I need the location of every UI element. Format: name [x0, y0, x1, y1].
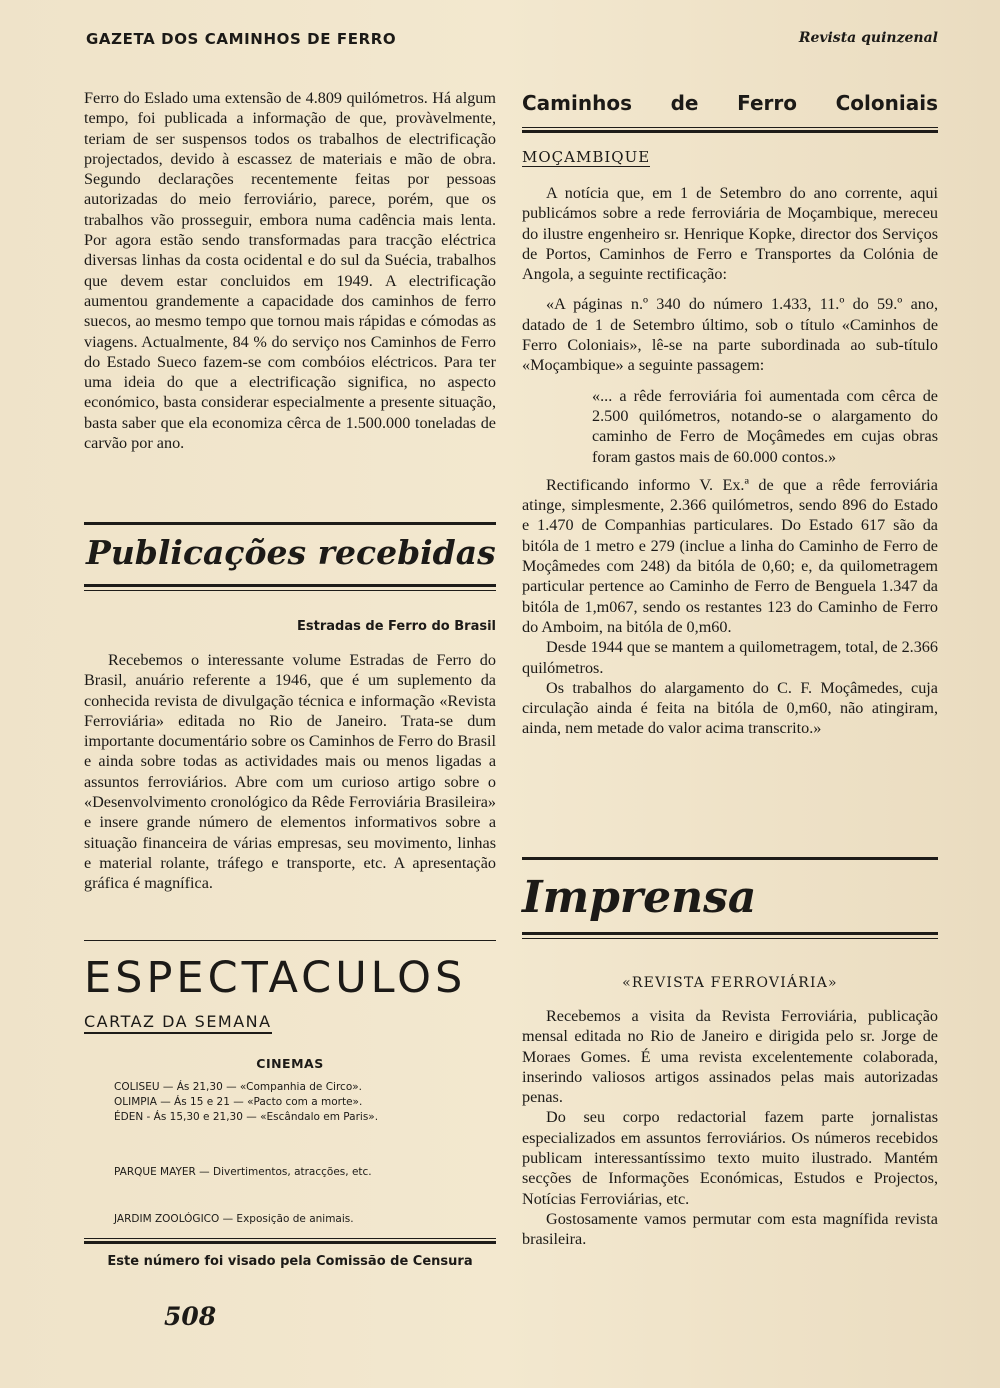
parque-mayer — [114, 1165, 494, 1180]
imprensa-p3: Gostosamente vamos permutar com esta magnífida revista brasileira. — [522, 1209, 938, 1249]
publicacoes-title: Publicações recebidas — [86, 533, 496, 572]
jardim-zoologico — [114, 1212, 494, 1227]
imprensa-subtitle: «REVISTA FERROVIÁRIA» — [622, 975, 838, 991]
divider — [84, 940, 496, 941]
censura-notice: Este número foi visado pela Comissão de Censura — [107, 1254, 473, 1269]
publicacoes-subtitle-wrap — [84, 617, 496, 635]
coloniais-quote2: «... a rêde ferroviária foi aumentada com cêrca de 2.500 quilómetros, notando-se o alargamento do caminho de Ferro de Moçâmedes em cujas obras foram gastos mais de 60.000 contos.» — [592, 386, 938, 466]
divider — [84, 590, 496, 591]
cinemas-list — [114, 1080, 494, 1125]
coloniais-p2: Rectificando informo V. Ex.ª de que a rêde ferroviária atinge, simplesmente, 2.366 quilómetros, sendo 896 do Estado e 1.470 de Companhias particulares. Do Estado 617 são da bitóla de 1 metro e 279 (inclue a linha do Caminho de Ferro de Moçâmedes com 248) da bitóla de 0,60; e, da quilometragem particular pertence ao Caminho de Ferro de Benguela 1.347 da bitóla de 1,m067, sendo os restantes 123 do Caminho de Ferro do Amboim, na bitóla de 0,m60. — [522, 475, 938, 636]
coloniais-p3: Desde 1944 que se mantem a quilometragem, total, de 2.366 quilómetros. — [522, 638, 938, 677]
cartaz-title: CARTAZ DA SEMANA — [84, 1012, 272, 1034]
heading-word: Ferro — [737, 91, 797, 115]
jardim-line: JARDIM ZOOLÓGICO — Exposição de animais. — [114, 1213, 354, 1225]
publicacoes-subtitle: Estradas de Ferro do Brasil — [297, 619, 496, 634]
page-number: 508 — [164, 1302, 217, 1331]
coloniais-rules — [522, 127, 938, 133]
divider — [84, 1241, 496, 1244]
imprensa-title: Imprensa — [522, 872, 757, 923]
cartaz-heading — [84, 1012, 496, 1034]
imprensa-p1: Recebemos a visita da Revista Ferroviária, publicação mensal editada no Rio de Janeiro e dirigida pelo sr. Jorge de Moraes Gomes. É uma revista excelentemente colaborada, inserindo valiosos artigos assinados pelas mais autorizadas penas. — [522, 1007, 938, 1107]
coloniais-p4: Os trabalhos do alargamento do C. F. Moçâmedes, cuja circulação ainda é feita na bitóla de 0,m60, não atingiram, ainda, nem metade do valor acima transcrito.» — [522, 678, 938, 738]
journal-title: GAZETA DOS CAMINHOS DE FERRO — [86, 30, 397, 48]
heading-word: de — [670, 91, 699, 115]
list-item: OLIMPIA — Ás 15 e 21 — «Pacto com a morte». — [114, 1096, 363, 1108]
periodicity-label: Revista quinzenal — [798, 30, 938, 46]
imprensa-heading — [522, 870, 938, 926]
coloniais-p1: A notícia que, em 1 de Setembro do ano corrente, aqui publicámos sobre a rede ferroviária de Moçambique, mereceu do ilustre engenheiro sr. Henrique Kopke, director dos Serviços de Portos, Caminhos de Ferro e Transportes da Colónia de Angola, a seguinte rectificação: — [522, 184, 938, 284]
list-item: ÉDEN - Ás 15,30 e 21,30 — «Escândalo em Paris». — [114, 1111, 379, 1123]
coloniais-quote1: «A páginas n.º 340 do número 1.433, 11.º do 59.º ano, datado de 1 de Setembro último, sob o título «Caminhos de Ferro Coloniais», lê-se na parte subordinada ao sub-título «Moçambique» a seguinte passagem: — [522, 295, 938, 375]
publicacoes-header-rules — [84, 522, 496, 525]
publicacoes-text: Recebemos o interessante volume Estradas de Ferro do Brasil, anuário referente a 1946, que é um suplemento da conhecida revista de divulgação técnica e informação «Revista Ferroviária» editada no Rio de Janeiro. Trata-se dum importante documentário sobre os Caminhos de Ferro do Brasil e ainda sobre todas as actividades mais ou menos ligadas a assuntos ferroviários. Abre com um curioso artigo sobre o «Desenvolvimento cronológico da Rêde Ferroviária Brasileira» e insere grande número de elementos informativos sobre a situação financeira de várias empresas, seu movimento, linhas e material rolante, tráfego e transporte, etc. A apresentação gráfica é magnífica. — [84, 651, 496, 893]
divider — [522, 130, 938, 133]
imprensa-subtitle-wrap — [522, 974, 938, 992]
publicacoes-heading — [84, 530, 496, 580]
parque-line: PARQUE MAYER — Divertimentos, atracções, etc. — [114, 1166, 372, 1178]
heading-word: Caminhos — [522, 91, 632, 115]
divider — [84, 522, 496, 525]
publicacoes-body — [84, 650, 496, 894]
section-label: MOÇAMBIQUE — [522, 148, 651, 166]
imprensa-top-rule — [522, 857, 938, 860]
censura-rules — [84, 1238, 496, 1244]
imprensa-rules — [522, 932, 938, 939]
censura-wrap — [84, 1252, 496, 1270]
imprensa-body — [522, 1006, 938, 1250]
divider — [522, 857, 938, 860]
coloniais-body — [522, 183, 938, 739]
cinemas-heading-wrap — [84, 1055, 496, 1073]
coloniais-heading — [522, 84, 938, 124]
espectaculos-title: ESPECTACULOS — [84, 953, 467, 1003]
publicacoes-bottom-rules — [84, 584, 496, 591]
heading-word: Coloniais — [835, 91, 938, 115]
cinemas-heading: CINEMAS — [256, 1056, 324, 1071]
list-item: COLISEU — Ás 21,30 — «Companhia de Circo». — [114, 1081, 363, 1093]
espectaculos-top-rule — [84, 940, 496, 941]
section-label-wrap — [522, 148, 938, 167]
divider — [522, 938, 938, 939]
espectaculos-heading — [84, 950, 496, 1006]
left-column — [84, 88, 496, 453]
sweden-article-continuation: Ferro do Eslado uma extensão de 4.809 quilómetros. Há algum tempo, foi publicada a informação de que, provàvelmente, teriam de ser suspensos todos os trabalhos de electrificação projectados, devido à escassez de materiais e mão de obra. Segundo declarações recentemente feitas por pessoas autorizadas do meio ferroviário, parece, porém, que os trabalhos vão prosseguir, embora numa cadência mais lenta. Por agora estão sendo transformadas para tracção eléctrica diversas linhas da costa ocidental e do sul da Suécia, trabalhos que devem estar concluidos em 1949. A electrificação aumentou grandemente a capacidade dos caminhos de ferro suecos, ao mesmo tempo que tornou mais rápidas e cómodas as viagens. Actualmente, 84 % do serviço nos Caminhos de Ferro do Estado Sueco fazem-se com combóios eléctricos. Para ter uma ideia do que a electrificação significa, no aspecto económico, basta considerar especialmente a presente situação, basta saber que ela economiza cêrca de 1.500.000 toneladas de carvão por ano. — [84, 89, 496, 453]
imprensa-p2: Do seu corpo redactorial fazem parte jornalistas especializados em assuntos ferroviários. Os números recebidos publicam interessantíssimo texto muito ilustrado. Mantém secções de Informações Económicas, Estudos e Projectos, Notícias Ferroviárias, etc. — [522, 1108, 938, 1208]
